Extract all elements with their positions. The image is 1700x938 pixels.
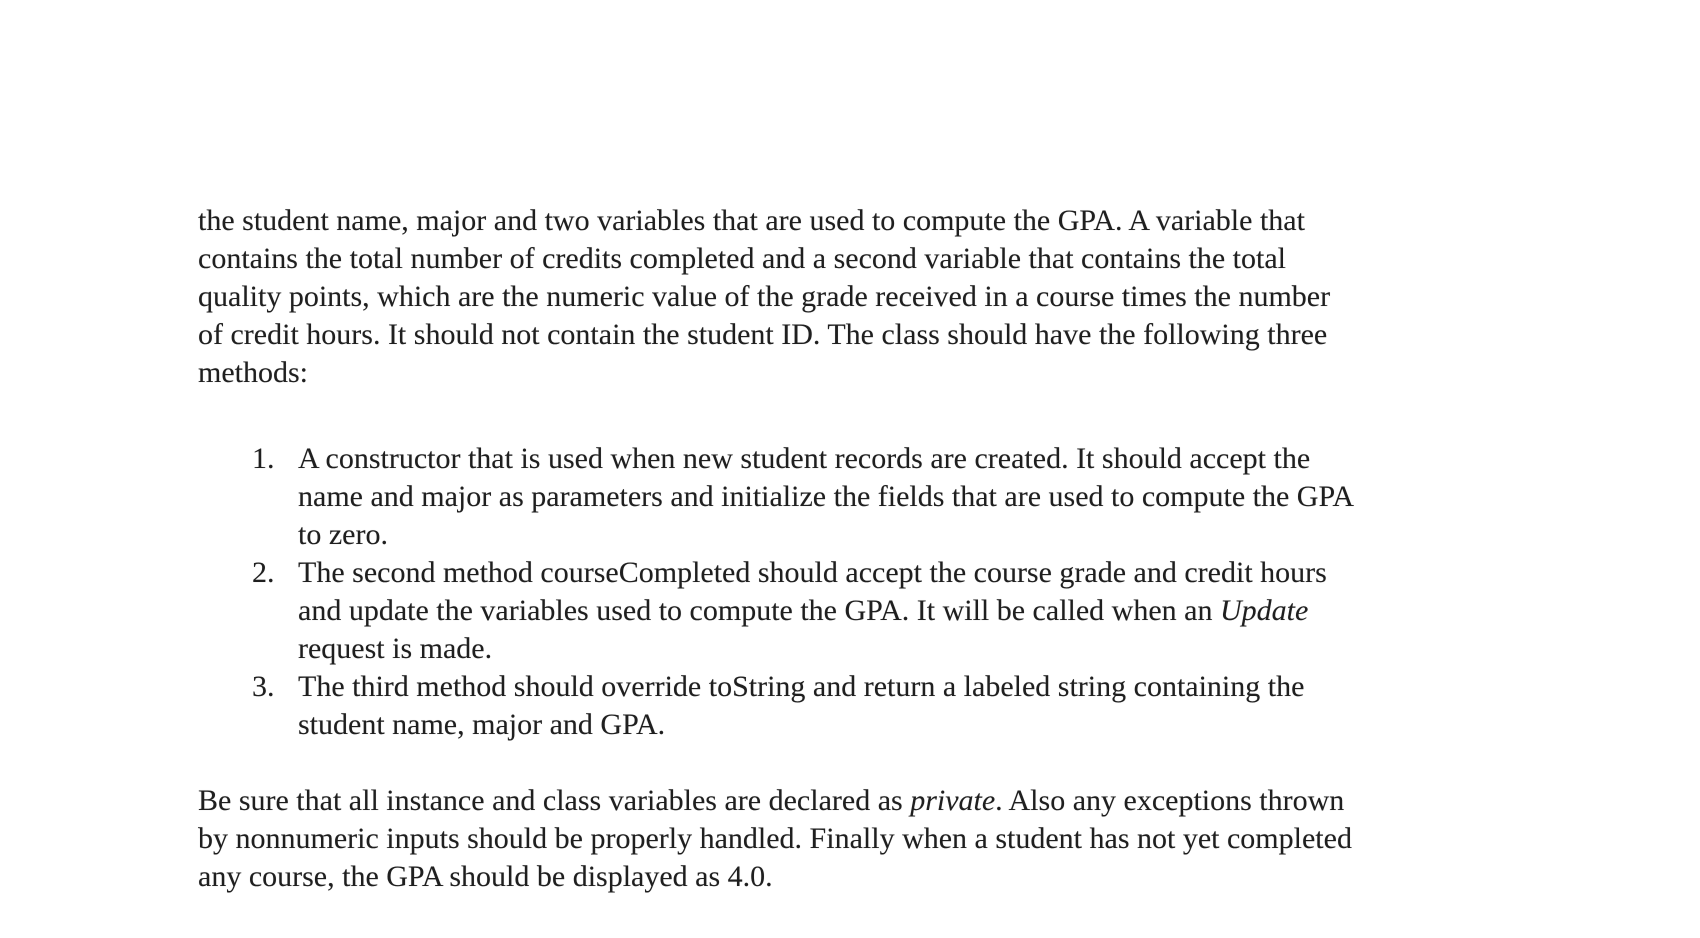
- text-segment: A constructor that is used when new student records are created. It should accept the: [298, 442, 1311, 475]
- text-line: [198, 316, 1330, 354]
- text-line: [298, 516, 1354, 554]
- text-segment: name and major as parameters and initialize the fields that are used to compute the GPA: [298, 480, 1355, 513]
- text-line: [198, 202, 1330, 240]
- text-segment: The second method courseCompleted should accept the course grade and credit hours: [298, 556, 1327, 589]
- italic-text-segment: private: [910, 784, 996, 817]
- list-item: [252, 668, 1354, 744]
- text-line: [298, 668, 1354, 706]
- text-line: [298, 592, 1354, 630]
- text-line: [298, 554, 1354, 592]
- text-line: [198, 782, 1352, 820]
- text-segment: to zero.: [298, 518, 388, 551]
- text-segment: . Also any exceptions thrown: [995, 784, 1345, 817]
- list-item: [252, 554, 1354, 668]
- list-item-text: [298, 554, 1354, 668]
- text-line: [298, 630, 1354, 668]
- closing-paragraph: [198, 782, 1352, 896]
- intro-paragraph: [198, 202, 1330, 392]
- text-segment: of credit hours. It should not contain the student ID. The class should have the following three: [198, 318, 1328, 351]
- text-line: [298, 478, 1354, 516]
- text-segment: student name, major and GPA.: [298, 708, 666, 741]
- text-line: [198, 858, 1352, 896]
- text-line: [298, 440, 1354, 478]
- text-segment: request is made.: [298, 632, 493, 665]
- text-line: [298, 706, 1354, 744]
- text-segment: any course, the GPA should be displayed as 4.0.: [198, 860, 773, 893]
- italic-text-segment: Update: [1219, 594, 1309, 627]
- list-item-number: 1.: [252, 442, 275, 475]
- text-line: [198, 278, 1330, 316]
- list-item: [252, 440, 1354, 554]
- text-segment: quality points, which are the numeric value of the grade received in a course times the number: [198, 280, 1331, 313]
- list-item-number: 2.: [252, 556, 275, 589]
- text-segment: and update the variables used to compute the GPA. It will be called when an: [298, 594, 1220, 627]
- text-segment: by nonnumeric inputs should be properly handled. Finally when a student has not yet completed: [198, 822, 1352, 855]
- list-item-number: 3.: [252, 670, 275, 703]
- text-segment: contains the total number of credits completed and a second variable that contains the total: [198, 242, 1286, 275]
- list-item-text: [298, 668, 1354, 744]
- text-segment: Be sure that all instance and class variables are declared as: [198, 784, 911, 817]
- methods-numbered-list: [252, 440, 1354, 744]
- list-item-text: [298, 440, 1354, 554]
- text-segment: The third method should override toString and return a labeled string containing the: [298, 670, 1305, 703]
- text-segment: the student name, major and two variables that are used to compute the GPA. A variable that: [198, 204, 1305, 237]
- text-line: [198, 820, 1352, 858]
- text-segment: methods:: [198, 356, 308, 389]
- text-line: [198, 354, 1330, 392]
- text-line: [198, 240, 1330, 278]
